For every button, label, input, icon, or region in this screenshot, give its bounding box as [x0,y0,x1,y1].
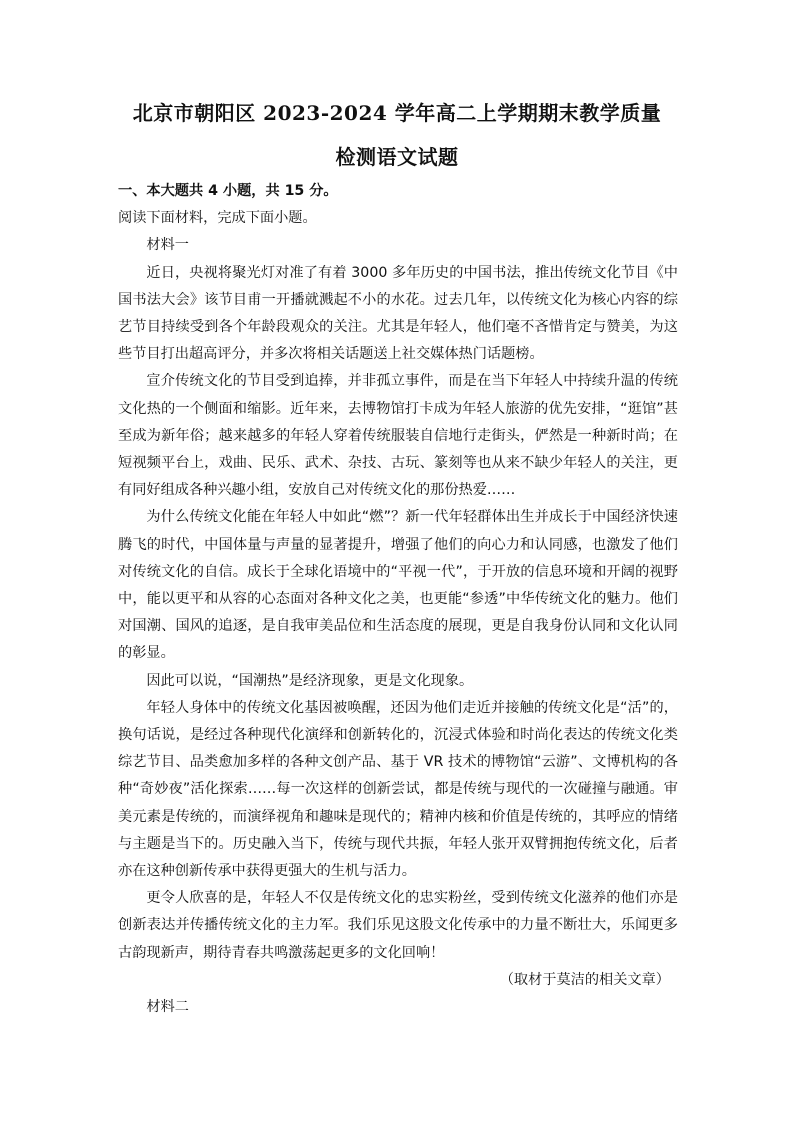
paragraph: 为什么传统文化能在年轻人中如此“燃”？新一代年轻群体出生并成长于中国经济快速腾飞的时代，中国体量与声量的显著提升，增强了他们的向心力和认同感，也激发了他们对传统文化的自信。成长于全球化语境中的“平视一代”，于开放的信息环境和开阔的视野中，能以更平和从容的心态面对各种文化之美，也更能“参透”中华传统文化的魅力。他们对国潮、国风的追逐，是自我审美品位和生活态度的展现，更是自我身份认同和文化认同的彰显。 [118,509,678,662]
document-title-line1: 北京市朝阳区 2023-2024 学年高二上学期期末教学质量 [132,101,662,125]
section-header: 一、本大题共 4 小题，共 15 分。 [118,183,338,199]
material1-label: 材料一 [146,237,189,254]
paragraph: 年轻人身体中的传统文化基因被唤醒，还因为他们走近并接触的传统文化是“活”的，换句话说，是经过各种现代化演绎和创新转化的，沉浸式体验和时尚化表达的传统文化类综艺节目、品类愈加多样的各种文创产品、基于 VR 技术的博物馆“云游”、文博机构的各种“奇妙夜”活化探索……每一次这样的创新尝试，都是传统与现代的一次碰撞与融通。审美元素是传统的，而演绎视角和趣味是现代的；精神内核和价值是传统的，其呼应的情绪与主题是当下的。历史融入当下，传统与现代共振，年轻人张开双臂拥抱传统文化，后者亦在这种创新传承中获得更强大的生机与活力。 [118,699,678,880]
document-body [118,178,678,1021]
material2-label: 材料二 [146,999,189,1016]
paragraph: 宣介传统文化的节目受到追捧，并非孤立事件，而是在当下年轻人中持续升温的传统文化热的一个侧面和缩影。近年来，去博物馆打卡成为年轻人旅游的优先安排，“逛馆”甚至成为新年俗；越来越多的年轻人穿着传统服装自信地行走街头，俨然是一种新时尚；在短视频平台上，戏曲、民乐、武术、杂技、古玩、篆刻等也从来不缺少年轻人的关注，更有同好组成各种兴趣小组，安放自己对传统文化的那份热爱…… [118,373,678,499]
document-title-line2: 检测语文试题 [335,145,459,169]
paragraph: 近日，央视将聚光灯对准了有着 3000 多年历史的中国书法，推出传统文化节目《中国书法大会》该节目甫一开播就溅起不小的水花。过去几年，以传统文化为核心内容的综艺节目持续受到各个年龄段观众的关注。尤其是年轻人，他们毫不吝惜肯定与赞美，为这些节目打出超高评分，并多次将相关话题送上社交媒体热门话题榜。 [118,264,678,363]
paragraph: 更令人欣喜的是，年轻人不仅是传统文化的忠实粉丝，受到传统文化滋养的他们亦是创新表达并传播传统文化的主力军。我们乐见这股文化传承中的力量不断壮大，乐闻更多古韵现新声，期待青春共鸣激荡起更多的文化回响！ [118,890,678,961]
paragraph: 因此可以说，“国潮热”是经济现象，更是文化现象。 [146,672,474,689]
instruction-text: 阅读下面材料，完成下面小题。 [118,210,317,227]
source-citation: （取材于莫洁的相关文章） [499,971,670,988]
